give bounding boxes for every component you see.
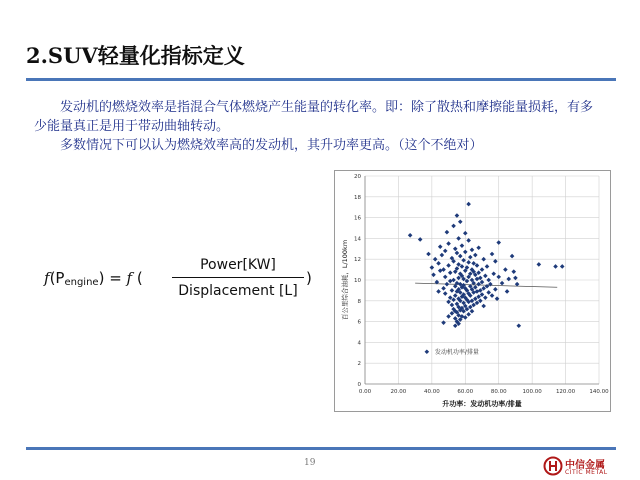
data-point: [537, 262, 542, 267]
data-point: [470, 248, 475, 253]
data-point: [466, 260, 471, 265]
data-point: [490, 252, 495, 257]
title-underline: [26, 78, 616, 81]
formula-lhs-open: (P: [49, 269, 65, 287]
data-point: [443, 249, 448, 254]
data-point: [510, 254, 515, 259]
x-tick-label: 120.00: [555, 389, 576, 395]
data-point: [505, 289, 510, 294]
data-point: [466, 238, 471, 243]
data-point: [441, 267, 446, 272]
data-point: [440, 253, 445, 258]
data-point: [446, 263, 451, 268]
data-point: [450, 288, 455, 293]
data-point: [438, 268, 443, 273]
data-point: [491, 271, 496, 276]
y-tick-label: 10: [354, 278, 361, 284]
citic-logo-icon: [543, 456, 563, 476]
data-point: [476, 245, 481, 250]
logo-name-cn: 中信金属: [565, 460, 605, 471]
data-point: [468, 255, 473, 260]
data-point: [503, 267, 508, 272]
data-point: [443, 291, 448, 296]
data-point: [436, 289, 441, 294]
data-point: [485, 264, 490, 269]
data-point: [430, 265, 435, 270]
page-number: 19: [304, 458, 316, 468]
data-point: [438, 244, 443, 249]
data-point: [496, 240, 501, 245]
data-point: [445, 282, 450, 287]
data-point: [448, 270, 453, 275]
data-point: [451, 278, 456, 283]
paragraph-combustion-efficiency: 发动机的燃烧效率是指混合气体燃烧产生能量的转化率。即：除了散热和摩擦能量损耗，有多少能量真正是用于带动曲轴转动。: [34, 100, 594, 134]
y-tick-label: 12: [354, 257, 361, 264]
data-point: [418, 237, 423, 242]
formula-f-symbol: f: [44, 269, 50, 287]
legend-marker: [425, 349, 430, 354]
data-point: [450, 303, 455, 308]
data-point: [453, 247, 458, 252]
x-tick-label: 0.00: [358, 389, 372, 395]
data-point: [466, 202, 471, 207]
data-point: [486, 278, 491, 283]
formula-fraction-bar: [172, 277, 304, 278]
data-point: [475, 277, 480, 282]
x-tick-label: 100.00: [522, 389, 542, 395]
data-point: [458, 254, 463, 259]
data-point: [456, 236, 461, 241]
y-axis-title: 百公里综合油耗，L/100km: [341, 239, 349, 321]
y-tick-label: 8: [357, 298, 361, 305]
x-tick-label: 140.00: [589, 389, 609, 395]
body-text: [34, 98, 594, 155]
data-point: [513, 276, 518, 281]
data-point: [481, 257, 486, 262]
data-point: [475, 289, 480, 294]
x-tick-label: 80.00: [490, 389, 507, 395]
data-point: [481, 304, 486, 309]
data-point: [493, 287, 498, 292]
formula-fraction: [172, 255, 304, 301]
data-point: [455, 251, 460, 256]
x-axis-title: 升功率：发动机功率/排量: [442, 400, 522, 408]
data-point: [441, 320, 446, 325]
data-point: [455, 213, 460, 218]
data-point: [496, 275, 501, 280]
data-point: [408, 233, 413, 238]
formula-lhs: [44, 269, 143, 288]
data-point: [458, 219, 463, 224]
data-point: [560, 264, 565, 269]
data-point: [486, 290, 491, 295]
data-point: [443, 275, 448, 280]
data-point: [473, 253, 478, 258]
y-tick-label: 18: [354, 194, 361, 201]
data-point: [463, 315, 468, 320]
data-point: [448, 279, 453, 284]
legend-label: 发动机功率/排量: [434, 348, 479, 356]
slide-title: 2.SUV轻量化指标定义: [26, 43, 245, 68]
data-point: [483, 274, 488, 279]
data-point: [516, 323, 521, 328]
data-point: [483, 295, 488, 300]
data-point: [490, 293, 495, 298]
x-tick-label: 20.00: [390, 389, 407, 395]
data-point: [463, 231, 468, 236]
data-point: [436, 261, 441, 266]
formula-rhs-close: ): [306, 269, 312, 287]
data-point: [453, 293, 458, 298]
data-point: [493, 259, 498, 264]
x-tick-label: 40.00: [423, 389, 440, 395]
data-point: [506, 277, 511, 282]
data-point: [446, 300, 451, 305]
data-point: [463, 250, 468, 255]
data-point: [446, 314, 451, 319]
paragraph-power-density: 多数情况下可以认为燃烧效率高的发动机，其升功率更高。（这个不绝对）: [60, 138, 483, 153]
data-point: [500, 281, 505, 286]
formula-denominator: Displacement [L]: [178, 283, 298, 299]
formula-f-symbol-rhs: f: [126, 269, 133, 287]
data-point: [466, 312, 471, 317]
y-tick-label: 16: [354, 215, 361, 222]
data-point: [433, 257, 438, 262]
scatter-chart: [334, 170, 611, 412]
scatter-chart-svg: [335, 171, 612, 413]
data-point: [441, 286, 446, 291]
formula-numerator: Power[KW]: [200, 257, 276, 273]
data-point: [451, 224, 456, 229]
data-point: [553, 264, 558, 269]
formula: [44, 255, 324, 303]
formula-lhs-close: ) =: [98, 269, 127, 287]
y-tick-label: 14: [354, 236, 361, 243]
data-point: [470, 309, 475, 314]
x-tick-label: 60.00: [457, 389, 474, 395]
data-point: [460, 243, 465, 248]
data-point: [511, 269, 516, 274]
formula-rhs-open: (: [136, 269, 143, 287]
y-tick-label: 0: [357, 382, 361, 388]
data-point: [426, 252, 431, 257]
data-point: [446, 241, 451, 246]
formula-subscript: engine: [64, 277, 99, 288]
y-tick-label: 20: [354, 174, 361, 180]
footer-rule: [26, 447, 616, 450]
citic-metal-logo: [543, 456, 633, 478]
y-tick-label: 6: [357, 319, 361, 326]
logo-name-en: CITIC METAL: [565, 469, 608, 476]
y-tick-label: 4: [357, 340, 361, 347]
data-point: [445, 230, 450, 235]
y-tick-label: 2: [357, 361, 361, 368]
data-point: [480, 267, 485, 272]
data-point: [478, 276, 483, 281]
